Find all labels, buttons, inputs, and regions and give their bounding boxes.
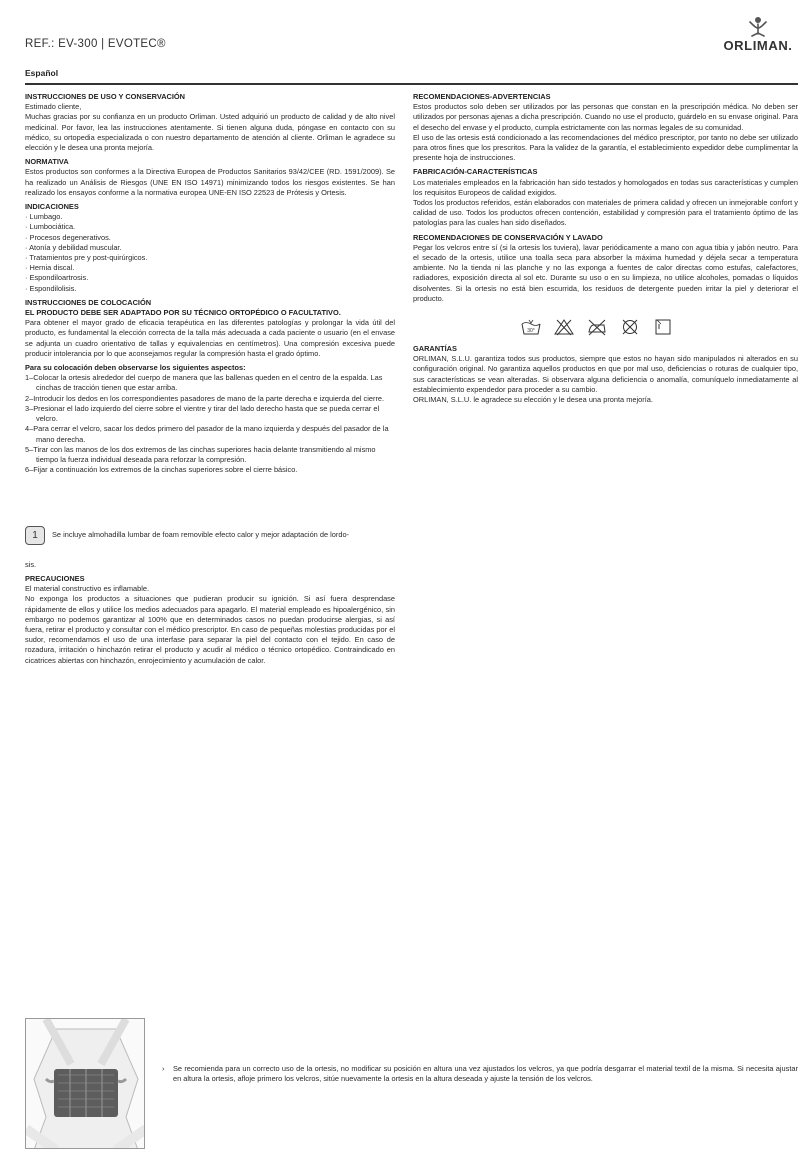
step-item: 5–Tirar con las manos de los dos extremos de las cinchas superiores hacia delante transmitiendo al mismo tiempo la fuerza individual deseada para reforzar la compresión. (25, 444, 376, 464)
section-fabricacion (413, 167, 798, 228)
section-recomendaciones (413, 92, 798, 163)
header-divider (25, 83, 798, 85)
language-label: Español (25, 68, 59, 78)
greeting: Estimado cliente, (25, 102, 82, 112)
normativa-title: NORMATIVA (25, 157, 69, 167)
recomendaciones-body-2: El uso de las ortesis está condicionado a las recomendaciones del médico prescriptor, por tanto no debe ser utilizado para otros fines que los prescritos. Para la validez de la garantía, el establecimiento expedidor debe cumplimentar la presente hoja de instrucciones. (413, 132, 798, 163)
steps-title: Para su colocación deben observarse los siguientes aspectos: (25, 363, 246, 373)
conservacion-title: RECOMENDACIONES DE CONSERVACIÓN Y LAVADO (413, 232, 603, 242)
garantias-body: ORLIMAN, S.L.U. garantiza todos sus productos, siempre que estos no hayan sido manipulados ni alterados en su configuración original. No garantiza aquellos productos en que por mal uso, deficiencias o roturas de cualquier tipo, sus características se vean alteradas. Si observara alguna deficiencia o anomalía, comuníquelo inmediatamente al establecimiento expendedor para proceder a su cambio. (413, 354, 798, 394)
precauciones-body: No exponga los productos a situaciones que pudieran producir su ignición. Si así fuera desprendase rápidamente de ellos y utilice los medios adecuados para apagarlo. El material empleado es hipoalergénico, sin embargo no podemos garantizar al 100% que en determinados casos no puedan producirse alergias, si así fuera, retirar el producto y consultar con el médico prescriptor. En caso de pequeñas molestias producidas por el sudor, recomendamos el uso de una interfase para separar la piel del contacto con el tejido. En caso de rozadura, irritación o hinchazón retirar el producto y acudir al médico o técnico ortopédico. Contraindicado en cicatrices abiertas con hinchazón, enrojecimiento y acumulación de calor. (25, 594, 395, 665)
list-item: · Atonía y debilidad muscular. (25, 242, 122, 252)
wash-temperature: 30° (527, 328, 535, 334)
step-item: 6–Fijar a continuación los extremos de la cinchas superiores sobre el cierre básico. (25, 465, 298, 475)
document-reference: REF.: EV-300 | EVOTEC® (25, 38, 166, 50)
right-column (413, 92, 798, 409)
instructions-body: Muchas gracias por su confianza en un producto Orliman. Usted adquirió un producto de calidad y de alto nivel medicinal. Por favor, lea las instrucciones atentamente. Si tienen alguna duda, póngase en contacto con su médico, su ortopedia especializada o con nuestro departamento de atención al cliente. Orliman le agradece su elección y le desea una pronta mejoría. (25, 112, 395, 153)
list-item: · Tratamientos pre y post-quirúrgicos. (25, 253, 148, 263)
list-item: · Procesos degenerativos. (25, 232, 111, 242)
step-item: 1–Colocar la ortesis alrededor del cuerpo de manera que las ballenas queden en el centro de la espalda. Las cinchas de tracción tienen que estar arriba. (25, 373, 383, 393)
indicaciones-title: INDICACIONES (25, 202, 79, 212)
garantias-title: GARANTÍAS (413, 344, 457, 354)
section-garantias (413, 344, 798, 405)
care-symbols (520, 318, 674, 336)
normativa-body: Estos productos son conformes a la Directiva Europea de Productos Sanitarios 93/42/CEE (RD. 1591/2009). Se ha realizado un Análisis de Riesgos (UNE EN ISO 14971) minimizando todos los riesgos existentes. Se han realizado los ensayos conforme a la normativa europea UNE-EN ISO 22523 de Prótesis y Ortesis. (25, 167, 395, 197)
orthosis-illustration (25, 1018, 145, 1149)
bottom-note (162, 1064, 798, 1084)
hand-wash-icon (520, 318, 542, 336)
recomendaciones-body-1: Estos productos solo deben ser utilizados por las personas que constan en la prescripción médica. No deben ser utilizados por personas ajenas a dicha prescripción. Cuando no use el producto, guárdelo en su envase original. Para el desecho del envase y el producto, cumpla estrictamente con las normas legales de su comunidad. (413, 102, 798, 132)
no-iron-icon (586, 318, 608, 336)
colocacion-title: INSTRUCCIONES DE COLOCACIÓN (25, 297, 152, 307)
fabricacion-body-1: Los materiales empleados en la fabricación han sido testados y homologados en todas sus características y cumplen los requisitos Europeos de calidad exigidos. (413, 177, 798, 197)
section-conservacion (413, 233, 798, 304)
left-column (25, 92, 395, 479)
step-item: 2–Introducir los dedos en los correspondientes pasadores de mano de la parte derecha e izquierda del cierre. (25, 393, 385, 403)
note-text-continuation: sis. (25, 560, 37, 569)
list-item: · Hernia discal. (25, 263, 75, 273)
note-number-badge: 1 (25, 526, 45, 545)
section-colocacion (25, 298, 395, 475)
section-instructions (25, 92, 395, 153)
conservacion-body: Pegar los velcros entre sí (si la ortesis los tuviera), lavar periódicamente a mano con agua tibia y jabón neutro. Para el secado de la ortesis, utilice una toalla seca para absorber la máxima humedad y déjela secar a temperatura ambiente. No la tienda ni las planche y no las exponga a fuentes de calor directas como estufas, calefactores, radiadores, exposición directa al sol etc. Durante su uso o en su limpieza, no utilice alcoholes, pomadas o líquidos disolventes. Si la ortesis no está bien escurrida, los residuos de detergente pueden irritar la piel y deteriorar el producto. (413, 242, 798, 303)
back-support-illustration-icon (26, 1019, 145, 1149)
step-item: 4–Para cerrar el velcro, sacar los dedos primero del pasador de la mano izquierda y después del pasador de la mano derecha. (25, 424, 389, 444)
step-item: 3–Presionar el lado izquierdo del cierre sobre el vientre y tirar del lado derecho hasta que se pueda cerrar el velcro. (25, 403, 380, 424)
no-bleach-icon (553, 318, 575, 336)
colocacion-subtitle: EL PRODUCTO DEBE SER ADAPTADO POR SU TÉCNICO ORTOPÉDICO O FACULTATIVO. (25, 308, 341, 318)
instructions-title: INSTRUCCIONES DE USO Y CONSERVACIÓN (25, 92, 186, 101)
list-item: · Lumbociática. (25, 222, 76, 232)
no-dry-clean-icon (619, 318, 641, 336)
colocacion-body: Para obtener el mayor grado de eficacia terapéutica en las diferentes patologías y prolongar la vida útil del producto, es fundamental la elección correcta de la talla más adecuada a cada paciente o usuario (en el envase se adjunta un cuadro orientativo de tallas y equivalencias en centímetros). Una compresión excesiva puede producir intolerancia por lo que aconsejamos regular la compresión hasta el grado óptimo. (25, 318, 395, 358)
list-item: · Espondilolisis. (25, 283, 77, 293)
list-item: · Espondiloartrosis. (25, 273, 89, 283)
precauciones-title: PRECAUCIONES (25, 574, 85, 583)
section-normativa (25, 157, 395, 198)
fabricacion-body-2: Todos los productos referidos, están elaborados con materiales de primera calidad y ofrecen un inmejorable confort y calidad de uso. Todos los productos ofrecen contención, estabilidad y compresión para el tratamiento óptimo de las patologías para las cuales han sido diseñados. (413, 198, 798, 228)
fabricacion-title: FABRICACIÓN-CARACTERÍSTICAS (413, 167, 538, 177)
brand-wordmark: ORLIMAN. (723, 38, 793, 53)
arrow-icon: › (162, 1064, 165, 1073)
list-item: · Lumbago. (25, 212, 63, 222)
recomendaciones-title: RECOMENDACIONES-ADVERTENCIAS (413, 92, 551, 101)
garantias-thanks: ORLIMAN, S.L.U. le agradece su elección y le desea una pronta mejoría. (413, 395, 653, 405)
dry-flat-icon (652, 318, 674, 336)
bottom-note-text: Se recomienda para un correcto uso de la ortesis, no modificar su posición en altura una vez ajustados los velcros, ya que podría desgarrar el material textil de la misma. Si necesita ajustar en altura la ortesis, afloje primero los velcros, sitúe nuevamente la ortesis en la altura deseada y ajuste la tensión de los velcros. (173, 1064, 798, 1084)
precauciones-line1: El material constructivo es inflamable. (25, 584, 150, 594)
section-indicaciones (25, 202, 395, 294)
note-text: Se incluye almohadilla lumbar de foam removible efecto calor y mejor adaptación de lordo- (52, 530, 350, 539)
section-precauciones (25, 574, 395, 666)
